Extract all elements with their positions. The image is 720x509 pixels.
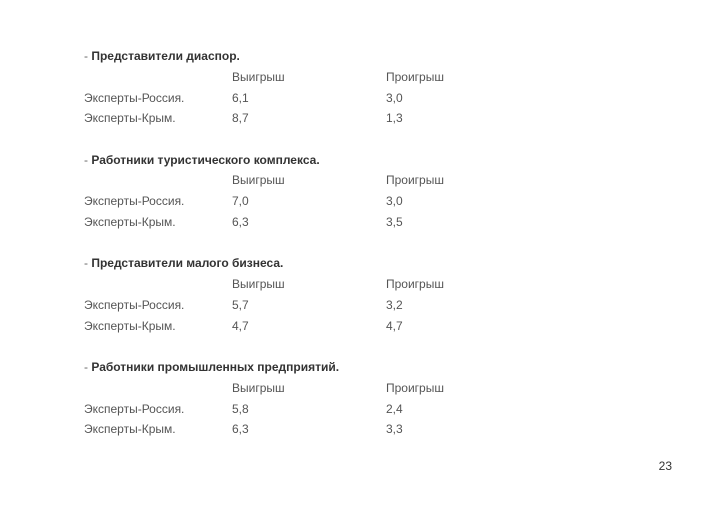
table-row (84, 108, 544, 129)
section-heading (84, 150, 544, 171)
lose-value: 3,2 (386, 297, 403, 312)
lose-value: 4,7 (386, 318, 403, 333)
section-heading (84, 46, 544, 67)
page-number: 23 (658, 459, 672, 473)
bullet-dash: - (84, 49, 88, 63)
table-row (84, 316, 544, 337)
table-row (84, 191, 544, 212)
lose-value: 1,3 (386, 111, 403, 126)
win-value: 6,3 (232, 422, 249, 437)
section-title: Представители диаспор. (91, 49, 240, 63)
section-industrial-workers (84, 357, 544, 440)
lose-value: 3,3 (386, 422, 403, 437)
row-label: Эксперты-Крым. (84, 215, 176, 230)
section-heading (84, 357, 544, 378)
row-label: Эксперты-Россия. (84, 297, 185, 312)
win-value: 6,1 (232, 90, 249, 105)
table-row (84, 212, 544, 233)
row-label: Эксперты-Крым. (84, 111, 176, 126)
bullet-dash: - (84, 256, 88, 271)
lose-column-header: Проигрыш (386, 173, 444, 188)
lose-column-header: Проигрыш (386, 277, 444, 292)
section-title: Работники туристического комплекса. (91, 152, 320, 167)
row-label: Эксперты-Россия. (84, 194, 185, 209)
section-diasporas (84, 46, 544, 129)
bullet-dash: - (84, 152, 88, 167)
section-heading (84, 253, 544, 274)
win-value: 6,3 (232, 215, 249, 230)
win-column-header: Выигрыш (232, 69, 285, 84)
row-label: Эксперты-Крым. (84, 422, 176, 437)
lose-value: 3,0 (386, 194, 403, 209)
win-column-header: Выигрыш (232, 173, 285, 188)
lose-value: 3,5 (386, 215, 403, 230)
table-row (84, 399, 544, 420)
table-row (84, 419, 544, 440)
column-header-row (84, 274, 544, 295)
win-value: 5,7 (232, 297, 249, 312)
win-value: 5,8 (232, 401, 249, 416)
lose-column-header: Проигрыш (386, 69, 444, 84)
table-row (84, 88, 544, 109)
lose-column-header: Проигрыш (386, 380, 444, 395)
column-header-row (84, 378, 544, 399)
section-small-business (84, 253, 544, 336)
section-tourism-workers (84, 150, 544, 233)
win-column-header: Выигрыш (232, 277, 285, 292)
sections-list (84, 46, 544, 461)
win-value: 8,7 (232, 111, 249, 126)
column-header-row (84, 170, 544, 191)
win-value: 4,7 (232, 318, 249, 333)
win-value: 7,0 (232, 194, 249, 209)
row-label: Эксперты-Крым. (84, 318, 176, 333)
section-title: Представители малого бизнеса. (91, 256, 284, 271)
row-label: Эксперты-Россия. (84, 90, 185, 105)
win-column-header: Выигрыш (232, 380, 285, 395)
bullet-dash: - (84, 360, 88, 375)
row-label: Эксперты-Россия. (84, 401, 185, 416)
section-title: Работники промышленных предприятий. (91, 360, 340, 375)
lose-value: 2,4 (386, 401, 403, 416)
table-row (84, 295, 544, 316)
column-header-row (84, 67, 544, 88)
lose-value: 3,0 (386, 90, 403, 105)
